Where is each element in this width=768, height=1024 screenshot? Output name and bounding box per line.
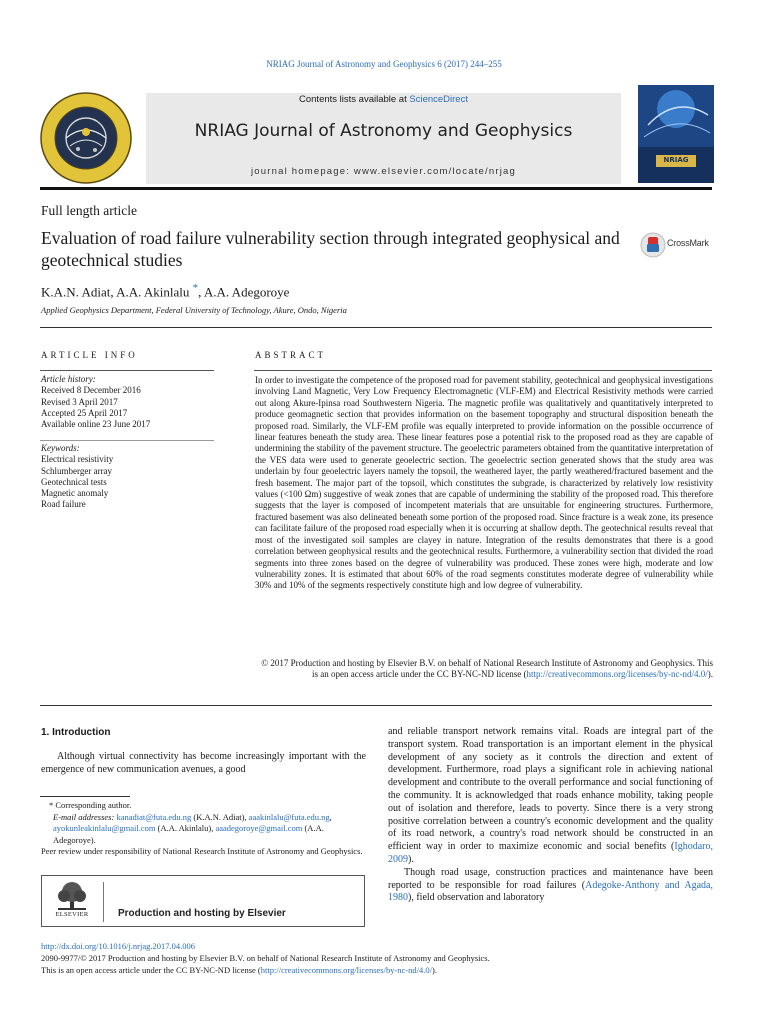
footnotes [41, 800, 366, 858]
article-history [41, 374, 150, 430]
crossmark-label[interactable]: CrossMark [667, 238, 709, 248]
journal-cover-image [638, 85, 714, 183]
paragraph-text: ). [408, 853, 414, 865]
article-type: Full length article [41, 203, 137, 218]
cover-label: NRIAG [663, 156, 689, 164]
copyright-text: © 2017 Production and hosting by Elsevier B.V. on behalf of National Research Institute of Astronomy and Geophysics. This is an open access article under the CC BY-NC-ND license ( [261, 658, 713, 680]
publisher-separator [103, 882, 104, 922]
introduction-paragraph [388, 867, 713, 905]
header-rule [40, 187, 712, 190]
history-item: Received 8 December 2016 [41, 385, 141, 396]
article-info-heading: ARTICLE INFO [41, 350, 138, 360]
doi-link[interactable]: http://dx.doi.org/10.1016/j.nrjag.2017.04.006 [41, 941, 196, 951]
citation-link[interactable]: Adegoke-Anthony and Agada, 1980 [388, 879, 713, 904]
authors-last: , A.A. Adegoroye [198, 284, 290, 300]
email-separator: , [329, 811, 332, 822]
peer-review-note: Peer review under responsibility of National Research Institute of Astronomy and Geophysics. [41, 846, 363, 857]
introduction-heading: 1. Introduction [41, 727, 111, 738]
elsevier-wordmark: ELSEVIER [55, 911, 89, 918]
citation-link[interactable]: Ighodaro, 2009 [388, 841, 713, 865]
paragraph-text: ), field observation and laboratory [408, 892, 545, 904]
meta-rule [40, 327, 712, 328]
nriag-seal-logo [40, 92, 132, 184]
introduction-paragraph: Although virtual connectivity has become increasingly important with the emergence of new communication avenues, a good [41, 751, 366, 775]
journal-homepage[interactable]: journal homepage: www.elsevier.com/locate/nrjag [251, 166, 516, 177]
author-list [41, 282, 289, 300]
article-title: Evaluation of road failure vulnerability section through integrated geophysical and geotechnical studies [41, 228, 620, 270]
paragraph-text: and reliable transport network remains vital. Roads are integral part of the transport system. Road transportation is an important element in the physical development of any society as it controls the direction and extent of development. Furthermore, road plays a significant role in achieving national development and contribute to the overall performance and social functioning of the community. It is acknowledged that roads enhance mobility, taking people out of isolation and therefore, leads to poverty. Since there is a very strong positive correlation between a country's economic development and the quality of its road network, a country's road network should be constructed in an efficient way in order to maximize economic and social benefits ( [388, 726, 713, 853]
email-label: E-mail addresses: [53, 811, 117, 822]
abstract-bottom-rule [40, 705, 712, 706]
introduction-right-column [388, 726, 713, 905]
corresponding-author-note: * Corresponding author. [49, 800, 132, 810]
history-item: Revised 3 April 2017 [41, 396, 118, 407]
email-link[interactable]: aaakinlalu@futa.edu.ng [248, 811, 330, 822]
keyword-item: Schlumberger array [41, 465, 113, 476]
email-owner: (K.A.N. Adiat), [191, 811, 249, 822]
email-link[interactable]: kanadiat@futa.edu.ng [116, 811, 192, 822]
crossmark-icon[interactable] [640, 232, 666, 258]
keyword-item: Road failure [41, 499, 86, 510]
journal-reference[interactable]: NRIAG Journal of Astronomy and Geophysics 6 (2017) 244–255 [266, 59, 502, 69]
abstract-text: In order to investigate the competence of the proposed road for pavement stability, geotechnical and geophysical investigations involving Land Magnetic, Very Low Frequency Electromagnetic (VLF-EM) and Electrical Resistivity methods were carried out along Akure-Ipinsa road Southwestern Nigeria. The magnetic profile was qualitatively and quantitatively interpreted to produce geomagnetic section that provides information on the basement topography and structural disposition beneath the proposed road. Similarly, the VLF-EM profile was equally interpreted to provide information on the possible occurrence of linear features beneath the study area. These linear features pose a potential risk to the proposed road as they are capable of undermining the stability of the pavement structure. The geoelectric parameters obtained from the quantitative interpretation of the VES data were used to generate geoelectric section. The geoelectric section generated shows that the study area was underlain by four geoelectric layers namely the topsoil, the weathered layer, the partly weathered/fractured basement and the fresh basement. The major part of the topsoil, which constitutes the subgrade, is characterized by relatively low resistivity values (<100 Ωm) suggestive of weak zones that are capable of undermining the stability of the proposed road. This therefore suggests that the layer is composed of incompetent materials that are unsuitable for engineering structures. Furthermore, fractured basement was also delineated beneath some portion of the proposed road. Since fracture is a weak zone, its presence can facilitate failure of the proposed road especially when it is occurring at shallow depth. The geotechnical results reveal that most of the investigated soil samples are clayey in nature. Integration of the results demonstrates that there is a good correlation between geophysical results and the geotechnical results. Furthermore, a vulnerability section that divided the road segments into three zones based on the degree of vulnerability was produced. These zones were high, moderate and low vulnerability zones. It is estimated that about 60% of the road segments constitutes moderate degree of vulnerability while 30% and 10% of the segments respectively constitute high and low degree of vulnerability. [255, 375, 713, 591]
production-hosting-label: Production and hosting by Elsevier [118, 908, 286, 919]
paragraph-text: Though road usage, construction practices and maintenance have been reported to be responsible for road failures ( [388, 866, 713, 891]
affiliation: Applied Geophysics Department, Federal University of Technology, Akure, Ondo, Nigeria [41, 305, 347, 315]
authors-first: K.A.N. Adiat, A.A. Akinlalu [41, 284, 193, 300]
keywords [41, 443, 113, 511]
keyword-item: Geotechnical tests [41, 476, 107, 487]
email-owner: (A.A. Adegoroye). [53, 823, 324, 845]
issn-line: 2090-9977/© 2017 Production and hosting by Elsevier B.V. on behalf of National Research Institute of Astronomy and Geophysics. [41, 953, 490, 963]
license-link[interactable]: http://creativecommons.org/licenses/by-nc-nd/4.0/ [526, 669, 708, 680]
sciencedirect-link[interactable]: ScienceDirect [409, 94, 468, 105]
introduction-paragraph [388, 726, 713, 867]
abstract-copyright [255, 658, 713, 681]
oa-prefix: This is an open access article under the CC BY-NC-ND license ( [41, 965, 261, 975]
email-link[interactable]: aaadegoroye@gmail.com [215, 823, 303, 834]
keywords-label: Keywords: [41, 443, 80, 453]
email-addresses [41, 812, 366, 847]
contents-prefix: Contents lists available at [299, 94, 410, 105]
oa-end: ). [432, 965, 437, 975]
history-item: Available online 23 June 2017 [41, 419, 151, 430]
history-label: Article history: [41, 374, 96, 384]
copyright-end: ). [707, 669, 713, 680]
oa-license-link[interactable]: http://creativecommons.org/licenses/by-nc-nd/4.0/ [260, 965, 432, 975]
keyword-item: Magnetic anomaly [41, 488, 109, 499]
contents-line [146, 94, 621, 105]
email-owner: (A.A. Akinlalu), [155, 823, 216, 834]
keyword-item: Electrical resistivity [41, 454, 114, 465]
email-link[interactable]: ayokunleakinlalu@gmail.com [53, 823, 156, 834]
article-info-rule [40, 370, 214, 371]
history-item: Accepted 25 April 2017 [41, 407, 128, 418]
journal-name: NRIAG Journal of Astronomy and Geophysics [194, 121, 573, 141]
corresponding-mark[interactable]: * [192, 282, 199, 294]
abstract-heading: ABSTRACT [255, 350, 327, 360]
keywords-rule [40, 440, 214, 441]
footnote-rule [40, 796, 130, 797]
open-access-line [41, 965, 437, 975]
abstract-rule [254, 370, 712, 371]
